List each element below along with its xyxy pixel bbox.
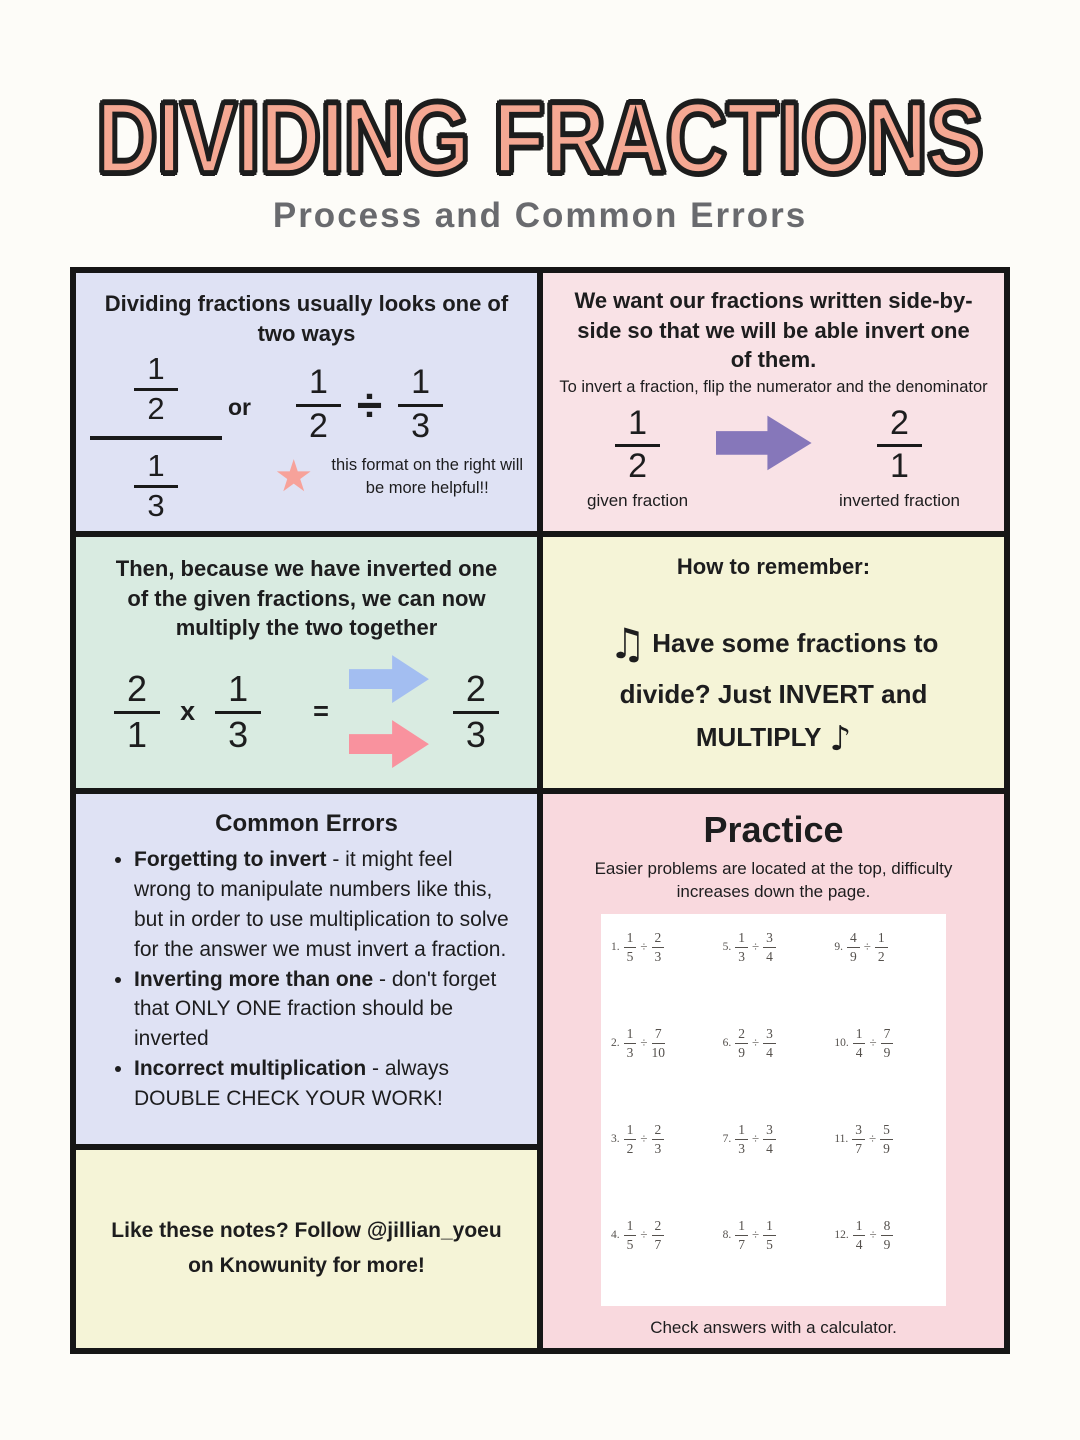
left-column [76, 273, 537, 1348]
fraction [624, 1026, 637, 1060]
fraction-denominator: 9 [883, 1044, 891, 1060]
inverted-fraction [839, 405, 960, 511]
blue-arrow-icon [349, 653, 429, 705]
common-errors-box [76, 794, 537, 1144]
star-note [274, 451, 532, 503]
arrow-stack [349, 653, 429, 770]
purple-arrow-icon [716, 412, 812, 474]
problem-number: 9. [834, 941, 843, 954]
fraction [624, 930, 637, 964]
pink-arrow-icon [349, 718, 429, 770]
fraction-numerator: 3 [763, 1026, 776, 1044]
side-by-side-box [543, 273, 1004, 531]
fraction-numerator: 1 [735, 930, 748, 948]
problem-number: 2. [611, 1037, 620, 1050]
fraction-numerator: 1 [763, 1218, 776, 1236]
problem-expression [834, 1026, 946, 1060]
fraction-numerator: 1 [624, 1026, 637, 1044]
multiply-equation [76, 653, 537, 770]
fraction-denominator: 2 [147, 391, 165, 427]
fraction-denominator: 9 [883, 1140, 890, 1156]
fraction-denominator: 2 [877, 948, 885, 964]
fraction [852, 1122, 865, 1156]
fraction [652, 1122, 665, 1156]
fraction-numerator: 1 [735, 1122, 748, 1140]
error-description: - it might feel wrong to manipulate numbers like this, but in order to use multiplication to solve for the answer we must invert a fraction. [134, 848, 509, 961]
practice-heading: Practice [703, 809, 844, 850]
fraction [847, 930, 860, 964]
divide-symbol: ÷ [640, 1227, 648, 1243]
remember-jingle [578, 612, 970, 765]
fraction-denominator: 9 [738, 1044, 746, 1060]
fraction [652, 930, 665, 964]
inline-division [296, 364, 443, 445]
fraction-denominator: 4 [855, 1044, 863, 1060]
fraction [652, 1218, 665, 1252]
problem-expression [834, 1122, 946, 1156]
fraction-numerator: 5 [880, 1122, 893, 1140]
practice-problem [723, 922, 835, 1018]
fraction-denominator: 7 [855, 1140, 863, 1156]
error-description: - don't forget that ONLY ONE fraction should be inverted [134, 967, 497, 1051]
problem-number: 12. [834, 1229, 849, 1242]
fraction [624, 1122, 637, 1156]
fraction-numerator: 1 [624, 1218, 637, 1236]
fraction [763, 1122, 776, 1156]
problem-expression [611, 1026, 723, 1060]
divide-symbol: ÷ [752, 1131, 760, 1147]
fraction [735, 1122, 748, 1156]
practice-footer: Check answers with a calculator. [650, 1318, 897, 1338]
divide-symbol: ÷ [356, 378, 383, 431]
fraction-denominator: 3 [228, 713, 249, 755]
fraction-numerator: 1 [853, 1026, 866, 1044]
fraction-denominator: 3 [738, 1140, 746, 1156]
multiply-box [76, 537, 537, 788]
two-ways-heading: Dividing fractions usually looks one of two ways [104, 291, 509, 346]
fraction [134, 449, 177, 523]
divide-symbol: ÷ [640, 939, 648, 955]
problem-expression [611, 930, 723, 964]
common-errors-heading: Common Errors [215, 810, 398, 837]
problem-expression [723, 1218, 835, 1252]
fraction-numerator: 7 [881, 1026, 894, 1044]
fraction-denominator: 4 [766, 1140, 773, 1156]
problem-number: 8. [722, 1229, 732, 1242]
problem-number: 5. [722, 941, 732, 954]
error-bold-label: Forgetting to invert [134, 848, 327, 872]
fraction-denominator: 7 [654, 1236, 662, 1252]
fraction [652, 1026, 666, 1060]
problem-expression [834, 1218, 946, 1252]
practice-problem [723, 1018, 835, 1114]
music-note-icon: ♪ [829, 718, 852, 759]
common-errors-list [108, 845, 513, 1113]
inverted-fraction-label: inverted fraction [839, 490, 960, 510]
fraction-denominator: 3 [738, 948, 746, 964]
problem-expression [611, 1218, 723, 1252]
error-bold-label: Inverting more than one [134, 967, 374, 991]
practice-problem [723, 1114, 835, 1210]
problem-number: 11. [834, 1133, 849, 1146]
fraction-denominator: 3 [654, 948, 662, 964]
fraction [763, 1026, 776, 1060]
fraction-denominator: 7 [738, 1236, 746, 1252]
practice-problem [611, 1210, 723, 1306]
fraction-denominator: 3 [411, 406, 431, 445]
side-by-side-heading: We want our fractions written side-by-side so that we will be able invert one of them. [574, 288, 973, 373]
fraction-numerator: 2 [652, 1122, 665, 1140]
fraction-denominator: 3 [626, 1044, 634, 1060]
given-fraction-label: given fraction [587, 490, 689, 510]
error-item [134, 1054, 513, 1114]
or-label: or [228, 394, 251, 421]
error-item [134, 965, 513, 1054]
fraction [880, 1122, 893, 1156]
problem-number: 6. [722, 1037, 732, 1050]
fraction-denominator: 9 [849, 948, 857, 964]
invert-diagram [543, 405, 1004, 511]
problem-expression [834, 930, 946, 964]
problem-expression [723, 1122, 835, 1156]
divide-symbol: ÷ [752, 1035, 760, 1051]
fraction [853, 1026, 866, 1060]
practice-worksheet [601, 914, 946, 1306]
fraction-denominator: 4 [855, 1236, 863, 1252]
fraction-denominator: 1 [890, 447, 909, 486]
fraction [215, 669, 261, 754]
problem-expression [723, 930, 835, 964]
fraction [853, 1218, 866, 1252]
fraction [398, 364, 443, 445]
fraction-numerator: 1 [296, 364, 341, 406]
fraction-numerator: 3 [763, 1122, 776, 1140]
error-description: - always DOUBLE CHECK YOUR WORK! [134, 1057, 450, 1110]
star-note-text: this format on the right will be more helpful!! [331, 456, 524, 498]
follow-text [76, 1150, 537, 1348]
fraction-numerator: 7 [652, 1026, 666, 1044]
content-grid [70, 267, 1010, 1354]
fraction [624, 1218, 637, 1252]
fraction-denominator: 2 [628, 447, 648, 486]
problem-number: 1. [611, 941, 620, 954]
fraction-denominator: 4 [766, 1044, 773, 1060]
fraction-numerator: 1 [215, 669, 261, 714]
practice-problem [834, 1018, 946, 1114]
problem-number: 10. [834, 1037, 849, 1050]
times-symbol: x [180, 696, 196, 727]
follow-line1: Like these notes? Follow @jillian_yoeu [111, 1219, 502, 1243]
two-ways-box [76, 273, 537, 531]
divide-symbol: ÷ [869, 1035, 877, 1051]
problem-number: 3. [611, 1133, 620, 1146]
fraction-denominator: 4 [766, 948, 773, 964]
practice-problem [834, 1210, 946, 1306]
star-icon: ★ [274, 451, 314, 503]
fraction [134, 352, 177, 426]
stacked-fraction [86, 352, 226, 522]
fraction-numerator: 2 [652, 1218, 665, 1236]
fraction-numerator: 1 [134, 449, 177, 488]
divide-symbol: ÷ [863, 939, 871, 955]
multiply-heading: Then, because we have inverted one of the given fractions, we can now multiply the two together [115, 556, 498, 641]
practice-problem [723, 1210, 835, 1306]
fraction-numerator: 1 [398, 364, 443, 406]
fraction-denominator: 5 [626, 948, 634, 964]
fraction-denominator: 3 [465, 713, 486, 755]
fraction-numerator: 1 [735, 1218, 748, 1236]
fraction-denominator: 5 [766, 1236, 773, 1252]
divide-symbol: ÷ [640, 1131, 648, 1147]
follow-line2: on Knowunity for more! [188, 1254, 425, 1277]
fraction-numerator: 1 [875, 930, 888, 948]
practice-problem [834, 922, 946, 1018]
error-bold-label: Incorrect multiplication [134, 1057, 367, 1081]
fraction-numerator: 1 [615, 405, 660, 447]
fraction-numerator: 2 [114, 669, 160, 714]
fraction [877, 405, 922, 486]
fraction-numerator: 1 [624, 1122, 637, 1140]
fraction-numerator: 1 [853, 1218, 866, 1236]
music-note-icon: ♫ [608, 618, 647, 668]
fraction [763, 930, 776, 964]
fraction [881, 1026, 894, 1060]
divide-symbol: ÷ [640, 1035, 648, 1051]
page-subtitle: Process and Common Errors [272, 196, 808, 235]
fraction-numerator: 1 [624, 930, 637, 948]
fraction-denominator: 9 [883, 1236, 891, 1252]
practice-subheading: Easier problems are located at the top, difficulty increases down the page. [594, 858, 953, 902]
fraction-numerator: 2 [652, 930, 665, 948]
fraction-numerator: 3 [763, 930, 776, 948]
follow-box [76, 1150, 537, 1348]
problem-number: 4. [611, 1229, 620, 1242]
divide-symbol: ÷ [752, 1227, 760, 1243]
invert-subheading: To invert a fraction, flip the numerator and the denominator [559, 378, 988, 397]
problem-number: 7. [722, 1133, 732, 1146]
divide-symbol: ÷ [869, 1131, 877, 1147]
fraction-denominator: 2 [626, 1140, 634, 1156]
practice-box [543, 794, 1004, 1348]
fraction [296, 364, 341, 445]
fraction-numerator: 1 [134, 352, 177, 391]
fraction-numerator: 2 [735, 1026, 748, 1044]
divide-symbol: ÷ [752, 939, 760, 955]
fraction-numerator: 2 [453, 669, 499, 714]
fraction-denominator: 2 [309, 406, 328, 445]
main-fraction-bar [90, 436, 222, 440]
remember-box [543, 537, 1004, 788]
given-fraction [587, 405, 688, 511]
fraction [453, 669, 499, 754]
practice-problem [611, 922, 723, 1018]
fraction-numerator: 2 [877, 405, 922, 447]
remember-text: Have some fractions to divide? Just INVERT and MULTIPLY [619, 627, 939, 752]
remember-heading: How to remember: [676, 554, 871, 579]
page-title: DIVIDING FRACTIONS [96, 81, 984, 194]
fraction [735, 930, 748, 964]
practice-problem [611, 1114, 723, 1210]
fraction-numerator: 4 [847, 930, 860, 948]
equals-symbol: = [313, 696, 329, 727]
practice-problem [834, 1114, 946, 1210]
fraction-denominator: 3 [654, 1140, 662, 1156]
right-column [543, 273, 1004, 1348]
fraction-denominator: 3 [147, 487, 165, 523]
fraction [735, 1026, 748, 1060]
problem-expression [611, 1122, 723, 1156]
fraction [615, 405, 660, 486]
problem-expression [723, 1026, 835, 1060]
fraction-denominator: 10 [651, 1044, 666, 1060]
fraction-denominator: 1 [127, 713, 148, 755]
error-item [134, 845, 513, 964]
fraction [735, 1218, 748, 1252]
fraction [875, 930, 888, 964]
two-ways-body [76, 352, 537, 530]
divide-symbol: ÷ [869, 1227, 877, 1243]
fraction-numerator: 8 [881, 1218, 894, 1236]
practice-problem [611, 1018, 723, 1114]
fraction [114, 669, 160, 754]
fraction [881, 1218, 894, 1252]
fraction-denominator: 5 [626, 1236, 634, 1252]
fraction-numerator: 3 [852, 1122, 865, 1140]
fraction [763, 1218, 776, 1252]
